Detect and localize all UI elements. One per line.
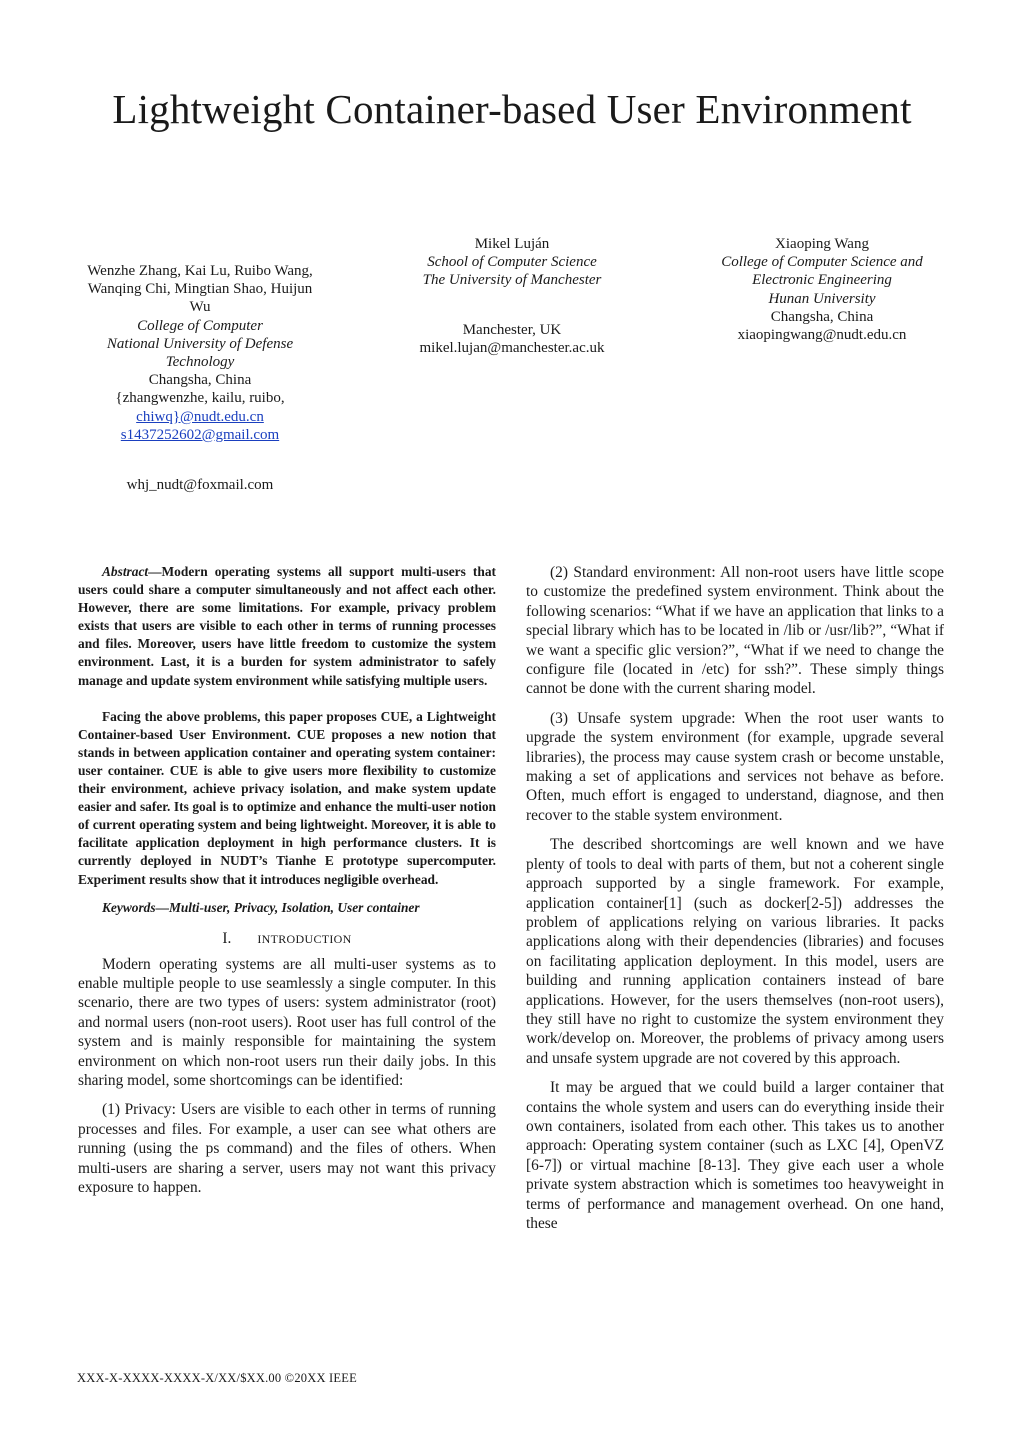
author-name: Mikel Luján [474,236,550,252]
author-names-line: Wenzhe Zhang, Kai Lu, Ruibo Wang, [87,263,313,279]
author-block-3 [694,235,950,344]
author-location: Changsha, China [148,372,252,389]
section-heading [78,929,496,949]
author-location: Manchester, UK [462,321,562,338]
author-email-line: {zhangwenzhe, kailu, ruibo, [115,390,285,407]
author-block-1 [78,262,322,444]
author-email: xiaopingwang@nudt.edu.cn [737,327,907,344]
author-location: Changsha, China [770,308,874,325]
author-names-line: Wu [189,299,211,316]
paper-title: Lightweight Container-based User Environment [112,86,912,132]
abstract-lead: Abstract [102,564,149,579]
affiliation-line: Technology [165,354,235,371]
body-paragraph: It may be argued that we could build a larger container that contains the whole system and users can do everything inside their own containers, isolated from each other. This takes us to another approach: Operating system container (such as LXC [4], OpenVZ [6-7]) or virtual machine [8-13]. They give each user a whole private system abstraction which is sometimes too heavyweight in terms of performance and management overhead. On one hand, these [526,1079,944,1232]
left-column [78,563,496,1197]
body-paragraph: (1) Privacy: Users are visible to each other in terms of running processes and files. For example, a user can see what others are running (using the ps command) and the files of others. When multi-users are sharing a server, users may not want this privacy exposure to happen. [78,1101,496,1197]
affiliation-line: College of Computer Science and [721,254,923,271]
right-column [526,563,944,1233]
author-email-link[interactable]: s1437252602@gmail.com [120,426,280,443]
affiliation-line: The University of Manchester [422,272,602,289]
affiliation-line: National University of Defense [106,335,294,352]
section-number: I. [222,929,232,947]
abstract-text: —Modern operating systems all support multi-users that users could share a computer simultaneously and not affect each other. However, there are some limitations. For example, privacy problem exists that users are visible to each other in terms of running processes and files. Moreover, users have little freedom to customize the system environment. Last, it is a burden for system administrator to safely manage and update system environment while satisfying multiple users. [78,564,496,688]
body-paragraph: The described shortcomings are well known and we have plenty of tools to deal with parts of them, but not a coherent single approach supported by a single framework. For example, application container[1] (such as docker[2-5]) addresses the problem of applications relying on various libraries. It packs applications along with their dependencies (libraries) and focuses on facilitating application deployment. In this model, users are building and running application containers instead of bare applications. However, for the users themselves (non-root users), they still have no right to customize the system environment they work/develop on. Moreover, the problems of privacy among users and unsafe system upgrade are not covered by this approach. [526,836,944,1067]
copyright-footer: XXX-X-XXXX-XXXX-X/XX/$XX.00 ©20XX IEEE [77,1371,357,1385]
author-extra-email: whj_nudt@foxmail.com [126,477,274,493]
affiliation-line: College of Computer [137,317,263,334]
author-email: mikel.lujan@manchester.ac.uk [419,339,605,356]
affiliation-line: Hunan University [768,290,876,307]
author-name: Xiaoping Wang [775,236,869,252]
abstract-paragraph [78,563,496,690]
body-paragraph: (2) Standard environment: All non-root users have little scope to customize the predefined system environment. Think about the following scenarios: “What if we have an application that links to a special library which has to be located in /lib or /usr/lib?”, “What if we want a specific glic version?”, “What if we need to change the configure file (located in /etc) for ssh?”. These simply things cannot be done with the current sharing model. [526,564,944,698]
section-title: INTRODUCTION [257,931,352,946]
body-paragraph: Modern operating systems are all multi-user systems as to enable multiple people to use seamlessly a single computer. In this scenario, there are two types of users: system administrator (root) and normal users (non-root users). Root user has full control of the system and is mainly responsible for maintaining the system environment on which non-root users run their daily jobs. In this sharing model, some shortcomings can be identified: [78,955,496,1090]
affiliation-line: School of Computer Science [427,254,597,271]
abstract-paragraph-2: Facing the above problems, this paper proposes CUE, a Lightweight Container-based User Environment. CUE proposes a new notion that stands in between application container and operating system container: user container. CUE is able to give users more flexibility to customize their environment, achieve privacy isolation, and make system update easier and safer. Its goal is to optimize and enhance the multi-user notion of current operating system and being lightweight. Moreover, it is able to facilitate application deployment in high performance clusters. It is currently deployed in NUDT’s Tianhe E prototype supercomputer. Experiment results show that it introduces negligible overhead. [78,708,496,887]
keywords: Keywords—Multi-user, Privacy, Isolation, User container [102,899,420,915]
author-block-2 [388,235,636,357]
author-names-line: Wanqing Chi, Mingtian Shao, Huijun [87,281,313,298]
body-paragraph: (3) Unsafe system upgrade: When the root user wants to upgrade the system environment (for example, upgrade several libraries), the process may cause system crash or become unstable, making a set of applications and services not behave as before. Often, much effort is engaged to understand, diagnose, and then recover to the stable system environment. [526,709,944,824]
affiliation-line: Electronic Engineering [752,272,892,289]
author-email-link[interactable]: chiwq}@nudt.edu.cn [136,408,264,425]
